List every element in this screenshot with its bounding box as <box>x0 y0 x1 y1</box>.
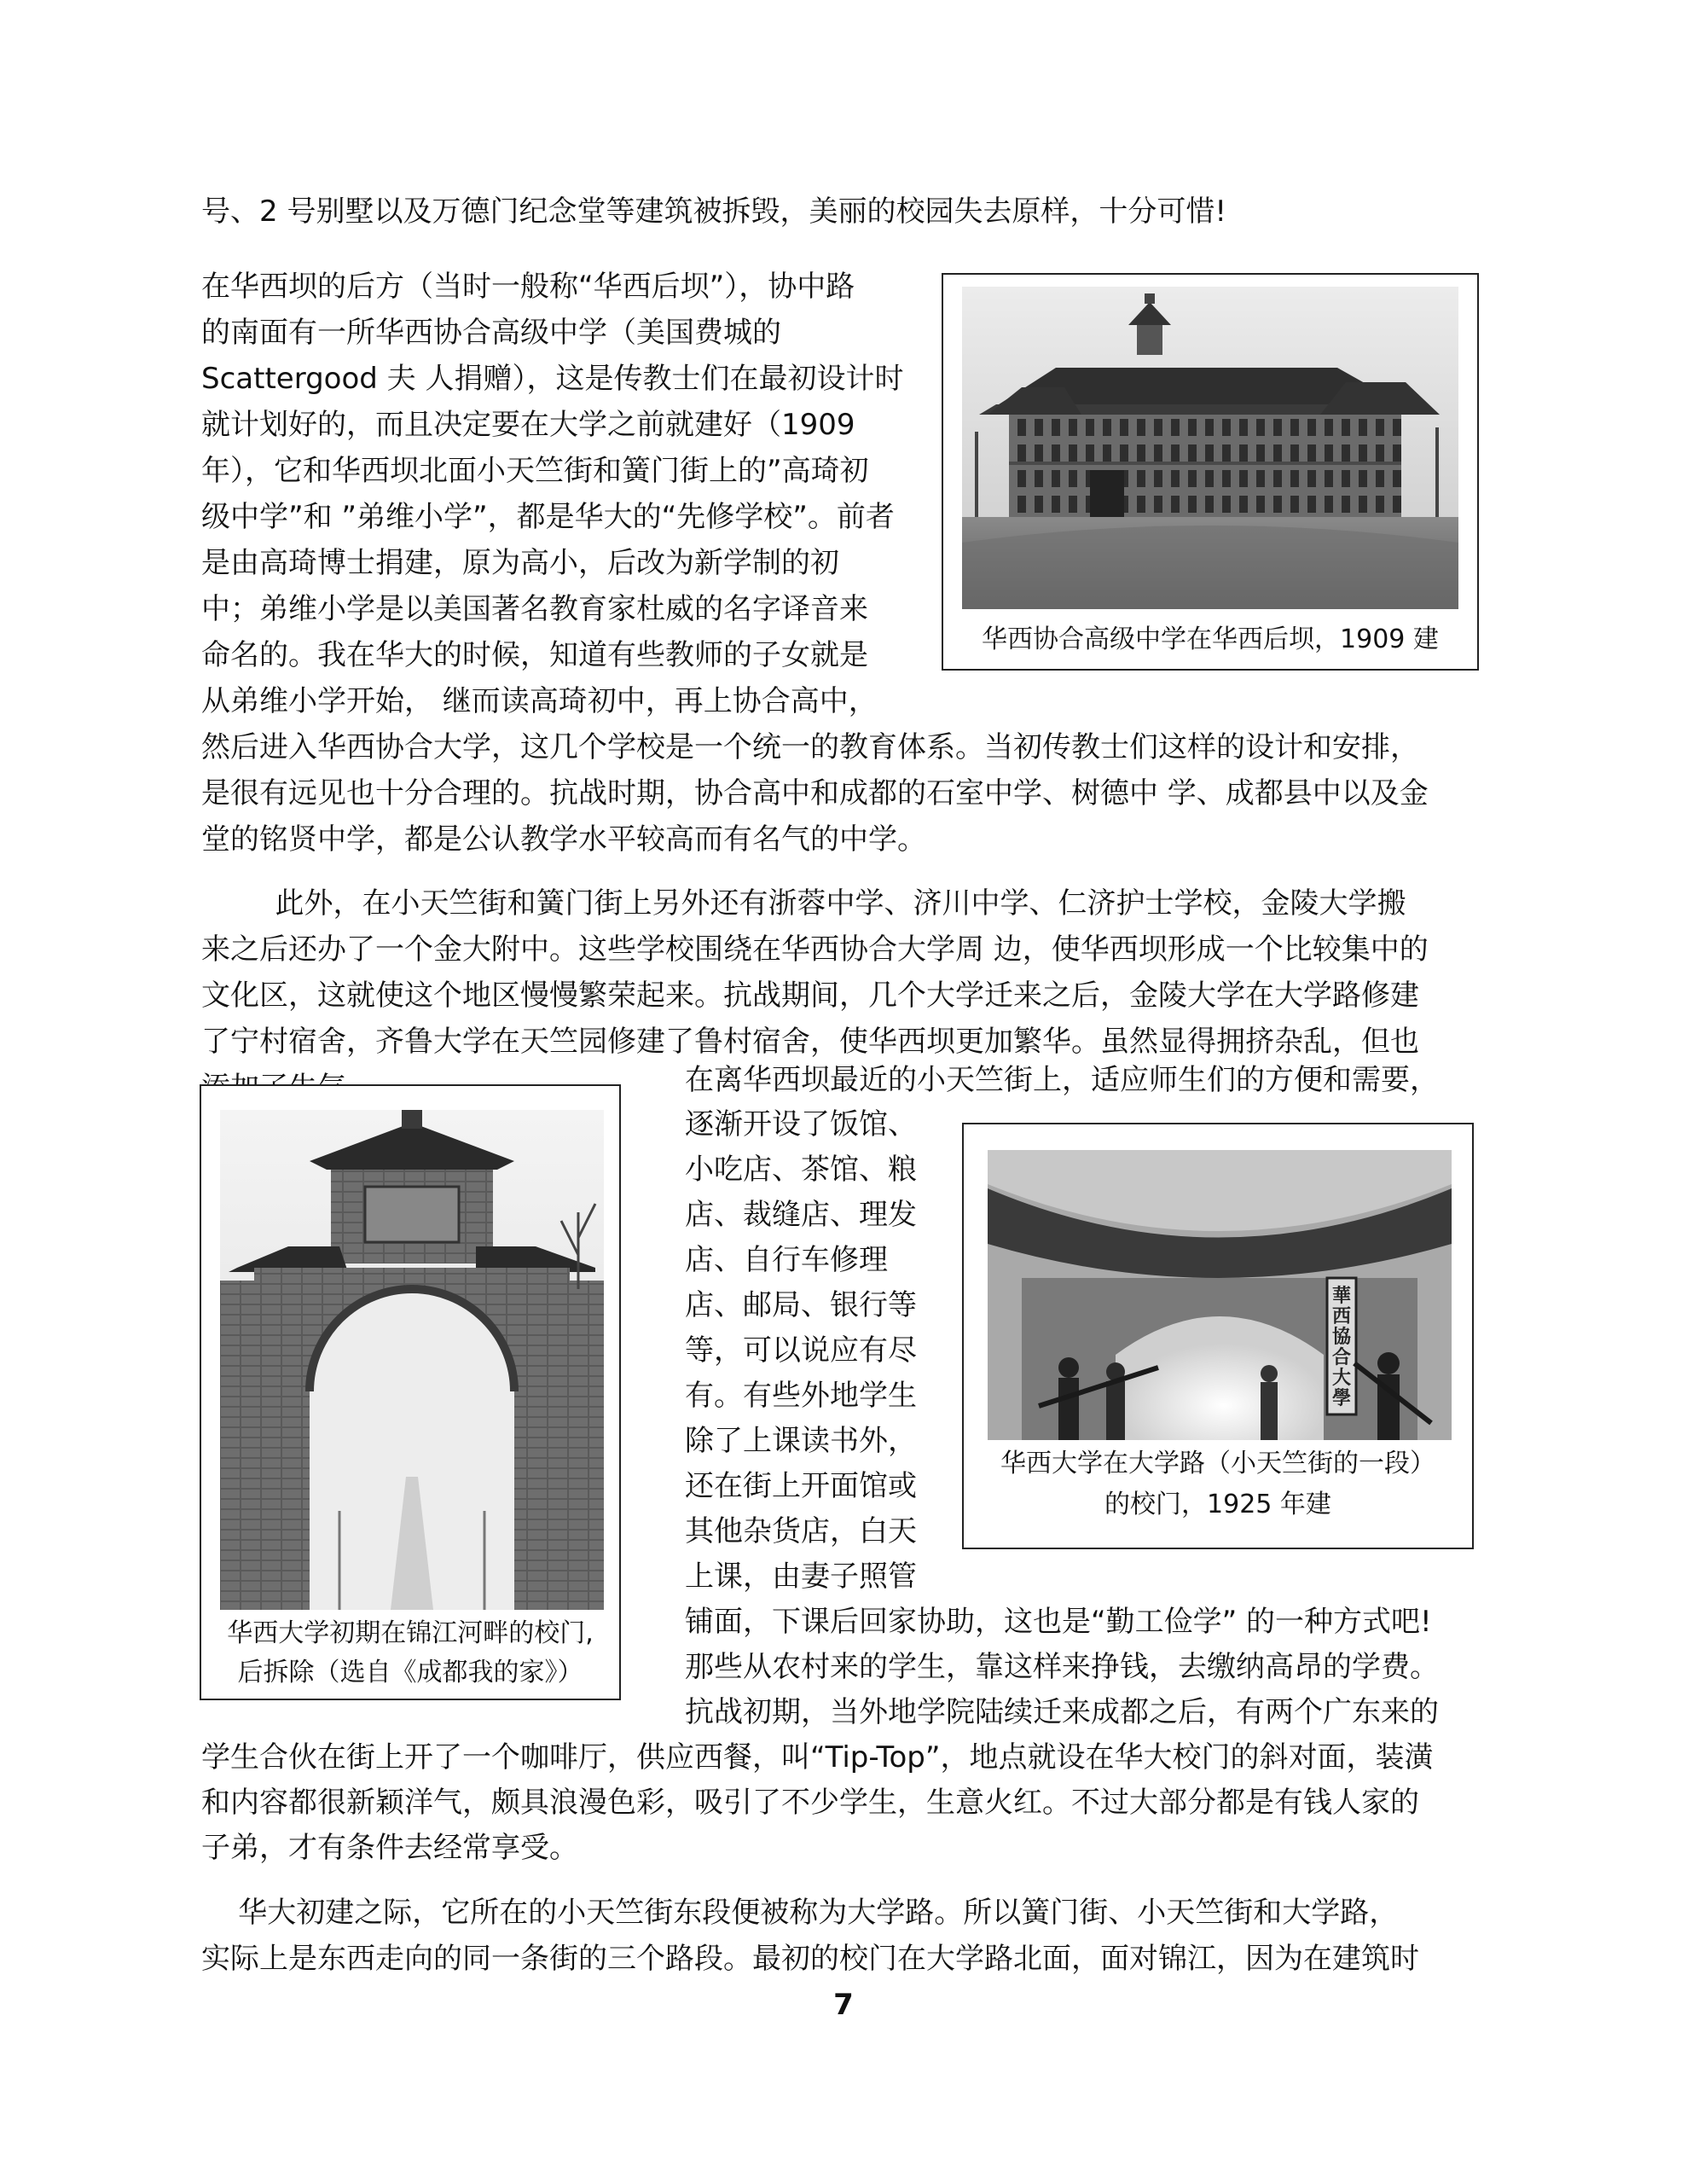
text-line: 堂的铭贤中学，都是公认教学水平较高而有名气的中学。 <box>201 822 926 857</box>
text-line: 和内容都很新颖洋气，颇具浪漫色彩，吸引了不少学生，生意火红。不过大部分都是有钱人家的 <box>201 1786 1419 1820</box>
text-line: 子弟，才有条件去经常享受。 <box>201 1831 578 1865</box>
text-line: 店、裁缝店、理发 <box>685 1198 917 1232</box>
text-line: 是由高琦博士捐建，原为高小，后改为新学制的初 <box>201 546 839 580</box>
gate-plaque-text: 華西協合大學 <box>1331 1286 1351 1409</box>
text-line: 此外，在小天竺街和簧门街上另外还有浙蓉中学、济川中学、仁济护士学校，金陵大学搬 <box>201 886 1406 921</box>
text-line: 店、邮局、银行等 <box>685 1288 917 1322</box>
text-line: Scattergood 夫 人捐赠），这是传教士们在最初设计时 <box>201 362 904 396</box>
figure-caption: 华西协合高级中学在华西后坝，1909 建 <box>982 624 1439 654</box>
figure-university-road-gate <box>962 1123 1474 1549</box>
figure-caption: 华西大学在大学路（小天竺街的一段） <box>1000 1449 1435 1478</box>
text-line: 那些从农村来的学生，靠这样来挣钱，去缴纳高昂的学费。 <box>685 1650 1439 1684</box>
text-line: 年），它和华西坝北面小天竺街和簧门街上的”高琦初 <box>201 454 869 488</box>
page-number: 7 <box>833 1988 854 2022</box>
figure-school-building <box>942 273 1479 671</box>
text-line: 实际上是东西走向的同一条街的三个路段。最初的校门在大学路北面，面对锦江，因为在建筑时 <box>201 1942 1419 1976</box>
photo-river-gate <box>220 1110 604 1610</box>
text-line: 逐渐开设了饭馆、 <box>685 1107 917 1141</box>
text-line: 是很有远见也十分合理的。抗战时期，协合高中和成都的石室中学、树德中 学、成都县中以及金 <box>201 776 1429 810</box>
text-line: 还在街上开面馆或 <box>685 1469 917 1503</box>
text-line: 然后进入华西协合大学，这几个学校是一个统一的教育体系。当初传教士们这样的设计和安排， <box>201 730 1419 764</box>
figure-caption: 华西大学初期在锦江河畔的校门, <box>227 1618 594 1648</box>
text-line: 铺面，下课后回家协助，这也是“勤工俭学” 的一种方式吧! <box>685 1605 1432 1639</box>
text-line: 有。有些外地学生 <box>685 1379 917 1413</box>
text-line: 除了上课读书外， <box>685 1424 917 1458</box>
text-line: 的南面有一所华西协合高级中学（美国费城的 <box>201 316 781 350</box>
text-line: 等，可以说应有尽 <box>685 1333 917 1368</box>
river-gate-image <box>220 1110 604 1610</box>
figure-caption: 的校门，1925 年建 <box>1104 1490 1331 1519</box>
text-line: 文化区，这就使这个地区慢慢繁荣起来。抗战期间，几个大学迁来之后，金陵大学在大学路修建 <box>201 979 1419 1013</box>
text-line: 命名的。我在华大的时候，知道有些教师的子女就是 <box>201 638 868 672</box>
university-road-gate-image <box>988 1150 1452 1440</box>
text-line: 从弟维小学开始， 继而读高琦初中，再上协合高中， <box>201 684 878 718</box>
figure-river-gate <box>200 1084 621 1700</box>
figure-caption: 后拆除（选自《成都我的家》） <box>237 1658 583 1687</box>
text-line: 学生合伙在街上开了一个咖啡厅，供应西餐，叫“Tip-Top”，地点就设在华大校门的斜对面，装潢 <box>201 1740 1434 1774</box>
text-line: 华大初建之际，它所在的小天竺街东段便被称为大学路。所以簧门街、小天竺街和大学路， <box>201 1896 1399 1930</box>
text-line: 在离华西坝最近的小天竺街上，适应师生们的方便和需要， <box>685 1063 1439 1097</box>
text-line: 抗战初期，当外地学院陆续迁来成都之后，有两个广东来的 <box>685 1695 1439 1729</box>
text-line: 了宁村宿舍，齐鲁大学在天竺园修建了鲁村宿舍，使华西坝更加繁华。虽然显得拥挤杂乱，但也 <box>201 1025 1419 1059</box>
text-line: 来之后还办了一个金大附中。这些学校围绕在华西协合大学周 边，使华西坝形成一个比较集中的 <box>201 932 1429 967</box>
text-line: 店、自行车修理 <box>685 1243 888 1277</box>
text-line: 就计划好的，而且决定要在大学之前就建好（1909 <box>201 408 855 442</box>
text-line: 其他杂货店，白天 <box>685 1514 917 1548</box>
text-line: 上课，由妻子照管 <box>685 1560 917 1594</box>
text-line: 中；弟维小学是以美国著名教育家杜威的名字译音来 <box>201 592 868 626</box>
text-line: 级中学”和 ”弟维小学”，都是华大的“先修学校”。前者 <box>201 500 895 534</box>
text-line: 号、2 号别墅以及万德门纪念堂等建筑被拆毁，美丽的校园失去原样，十分可惜! <box>201 195 1227 229</box>
school-building-image <box>962 287 1458 609</box>
text-line: 在华西坝的后方（当时一般称“华西后坝”），协中路 <box>201 270 855 304</box>
photo-university-road-gate <box>988 1150 1452 1440</box>
photo-school-building <box>962 287 1458 609</box>
text-line: 小吃店、茶馆、粮 <box>685 1153 917 1187</box>
